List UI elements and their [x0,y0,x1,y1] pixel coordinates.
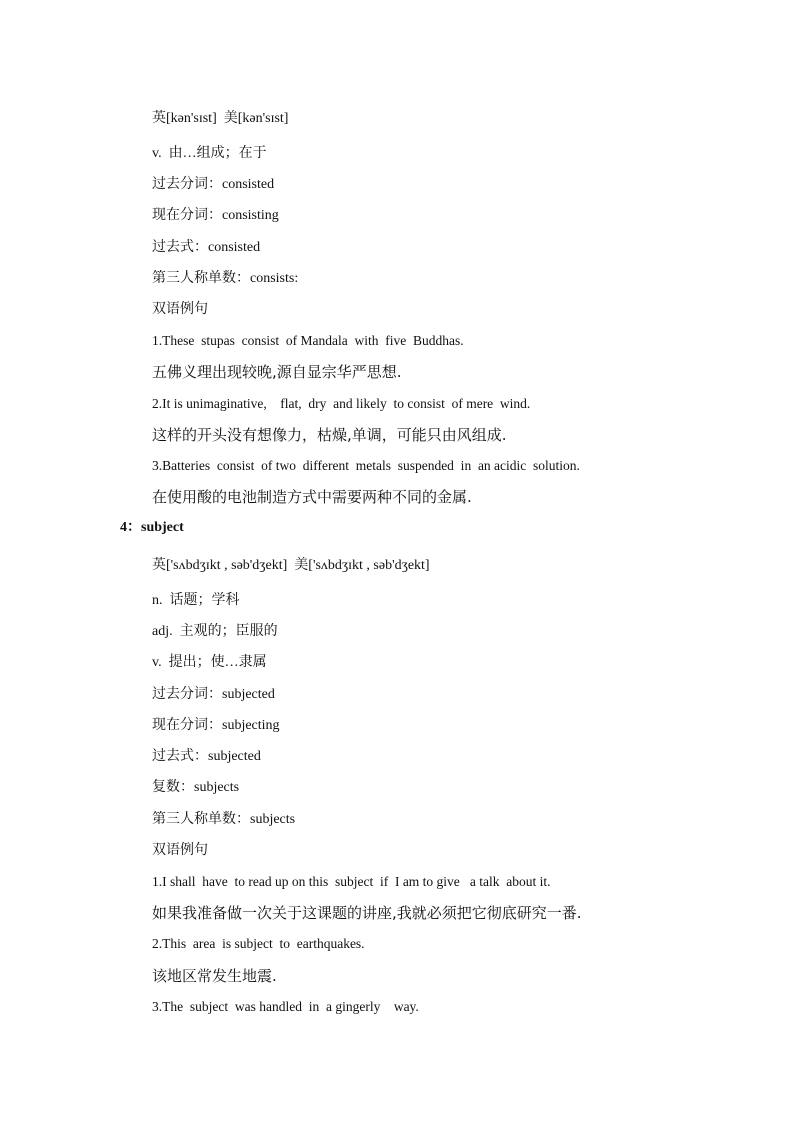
consist-past-participle: 过去分词：consisted [152,177,275,192]
consist-definition-verb: v. 由…组成；在于 [152,146,267,161]
subject-third-person: 第三人称单数：subjects [152,812,296,827]
subject-example-3-en: 3.The subject was handled in a gingerly way. [152,999,419,1014]
subject-example-2-cn: 该地区常发生地震. [152,967,277,985]
consist-past-tense: 过去式：consisted [152,240,261,255]
subject-example-1-cn: 如果我准备做一次关于这课题的讲座,我就必须把它彻底研究一番. [152,904,582,922]
consist-examples-heading: 双语例句 [152,302,208,317]
consist-example-3-en: 3.Batteries consist of two different metals suspended in an acidic solution. [152,458,580,473]
subject-examples-heading: 双语例句 [152,843,208,858]
subject-definition-adj: adj. 主观的；臣服的 [152,624,278,639]
consist-example-1-en: 1.These stupas consist of Mandala with five Buddhas. [152,333,464,348]
subject-present-participle: 现在分词：subjecting [152,718,280,733]
consist-example-2-cn: 这样的开头没有想像力，枯燥,单调，可能只由风组成. [152,426,507,444]
subject-heading: 4：subject [120,520,184,535]
consist-present-participle: 现在分词：consisting [152,208,279,223]
consist-third-person: 第三人称单数：consists: [152,271,299,286]
subject-definition-verb: v. 提出；使…隶属 [152,655,267,670]
consist-phonetic: 英[kən'sɪst] 美[kən'sɪst] [152,111,289,126]
subject-example-2-en: 2.This area is subject to earthquakes. [152,936,365,951]
subject-past-tense: 过去式：subjected [152,749,261,764]
subject-plural: 复数：subjects [152,780,240,795]
consist-example-1-cn: 五佛义理出现较晚,源自显宗华严思想. [152,363,402,381]
subject-past-participle: 过去分词：subjected [152,687,275,702]
consist-example-3-cn: 在使用酸的电池制造方式中需要两种不同的金属. [152,488,472,506]
subject-phonetic: 英['sʌbdʒɪkt , səb'dʒekt] 美['sʌbdʒɪkt , səb'dʒekt] [152,558,430,573]
consist-example-2-en: 2.It is unimaginative, flat, dry and likely to consist of mere wind. [152,396,531,411]
subject-definition-noun: n. 话题；学科 [152,593,240,608]
subject-example-1-en: 1.I shall have to read up on this subject if I am to give a talk about it. [152,874,551,889]
